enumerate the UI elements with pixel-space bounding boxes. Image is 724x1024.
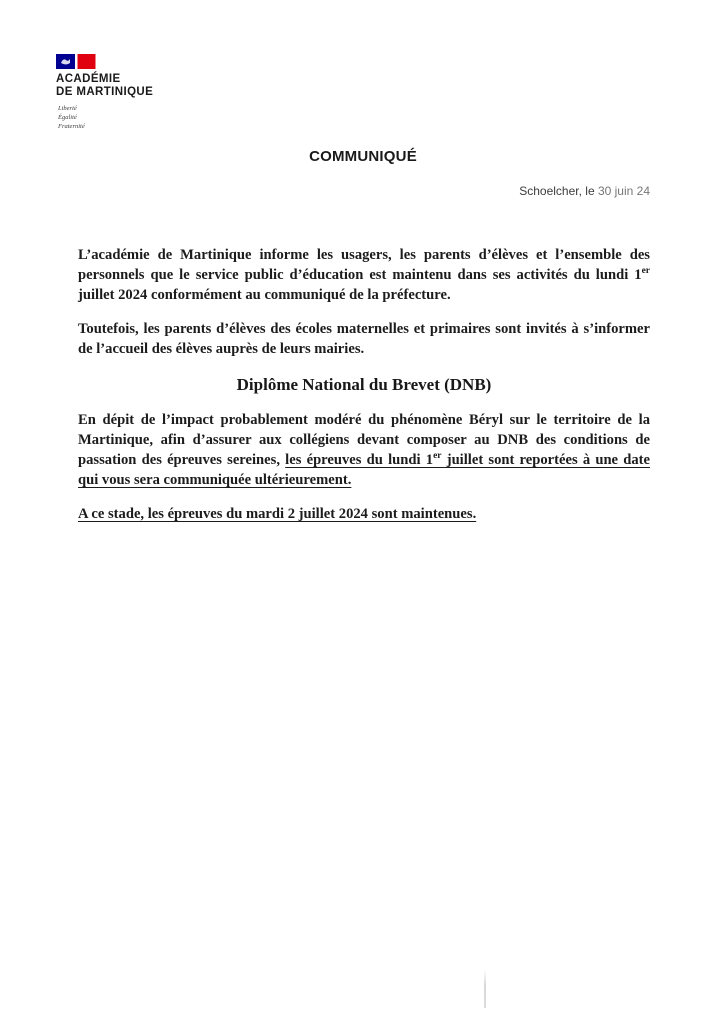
document-title: COMMUNIQUÉ	[309, 148, 417, 165]
dateline-place: Schoelcher, le	[519, 184, 598, 198]
paragraph-epreuves-maintenues	[78, 504, 650, 524]
section-heading-dnb: Diplôme National du Brevet (DNB)	[236, 375, 492, 394]
paragraph-ecoles-maternelles: Toutefois, les parents d’élèves des écoles maternelles et primaires sont invités à s’informer de l’accueil des élèves auprès de leurs mairies.	[78, 321, 650, 357]
p3-ul-text: les épreuves du lundi 1	[285, 452, 434, 468]
p1-text: L’académie de Martinique informe les usagers, les parents d’élèves et l’ensemble des personnels que le service public d’éducation est maintenu dans ses activités du lundi 1	[78, 247, 650, 283]
motto-line2: Égalité	[58, 114, 77, 121]
french-flag-icon	[56, 54, 98, 69]
academy-letterhead	[56, 54, 153, 131]
motto-line1: Liberté	[58, 105, 77, 112]
p3-ul-text-end: juillet sont reportées à une date qui vous sera communiquée ultérieurement.	[78, 452, 650, 488]
paragraph-maintien-activites	[78, 245, 650, 305]
motto-line3: Fraternité	[58, 123, 85, 130]
institution-line1: ACADÉMIE	[56, 73, 121, 85]
p1-superscript: er	[641, 266, 650, 277]
dateline	[78, 184, 650, 198]
paragraph-report-epreuves	[78, 410, 650, 490]
p4-underlined-passage: A ce stade, les épreuves du mardi 2 juillet 2024 sont maintenues.	[78, 506, 477, 522]
p3-superscript: er	[433, 451, 442, 462]
p3-text: En dépit de l’impact probablement modéré du phénomène Béryl sur le territoire de la Martinique, afin d’assurer aux collégiens devant composer au DNB des conditions de passation des épreuves sereines,	[78, 412, 650, 468]
institution-name	[56, 73, 153, 98]
institution-line2: DE MARTINIQUE	[56, 85, 154, 98]
republic-motto	[58, 104, 153, 131]
dateline-date: 30 juin 24	[597, 184, 650, 198]
scan-artifact-line	[484, 970, 486, 1008]
p1-text-end: juillet 2024 conformément au communiqué de la préfecture.	[78, 287, 451, 303]
document-body	[78, 245, 650, 538]
